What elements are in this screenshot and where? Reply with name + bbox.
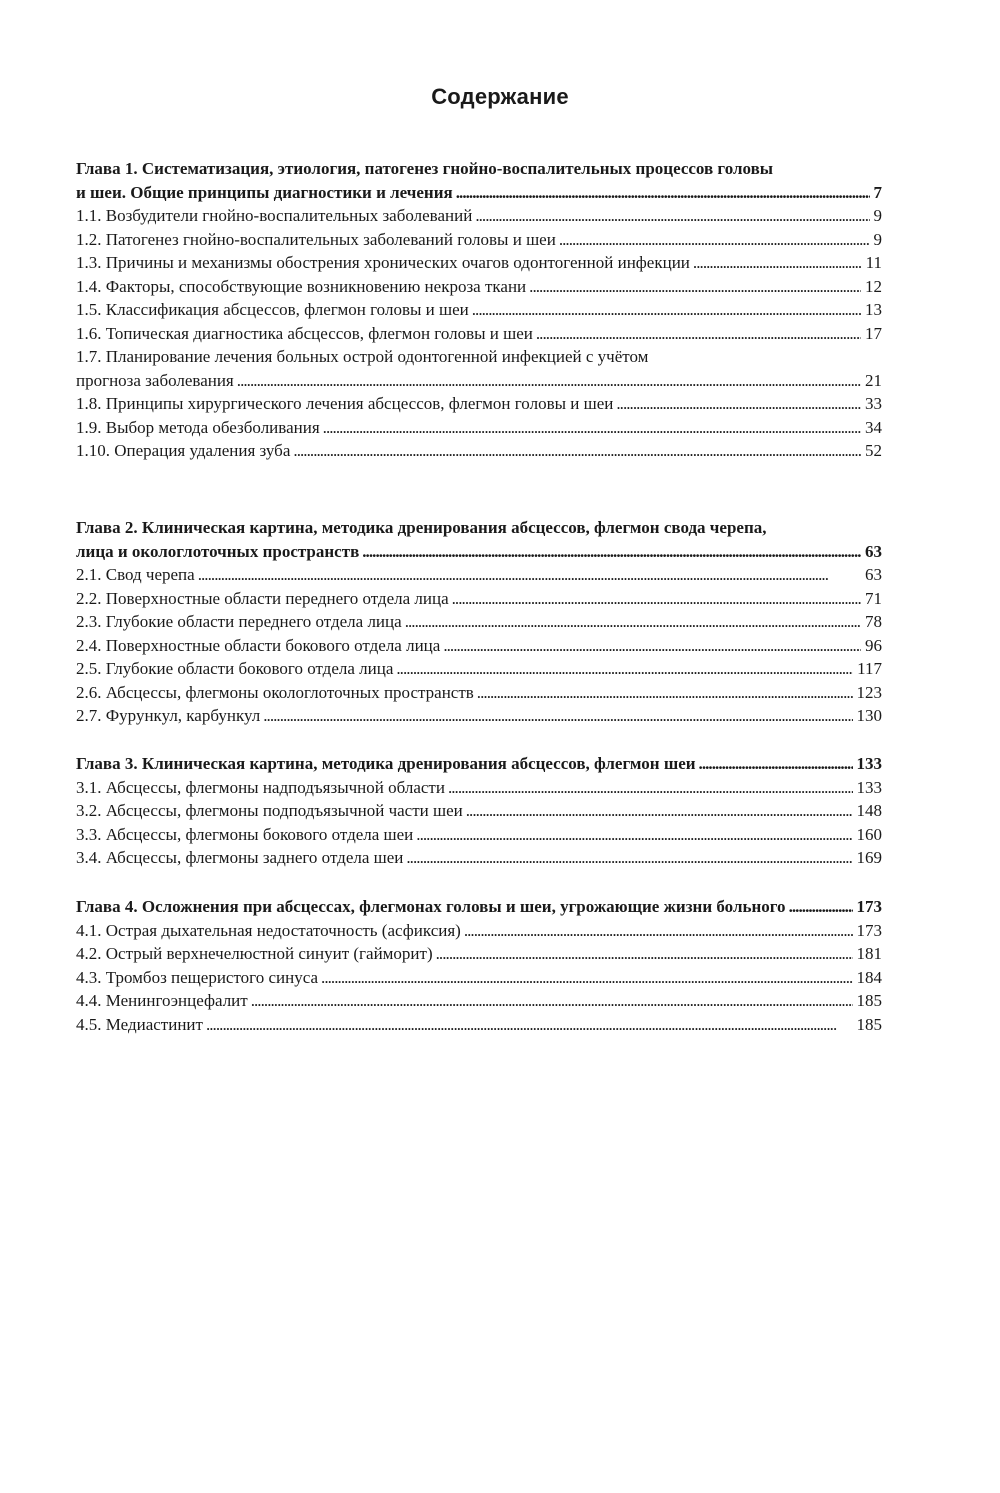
dot-leader [475, 204, 869, 228]
section-label: 4.1. Острая дыхательная недостаточность (асфиксия) [76, 920, 461, 940]
toc-section[interactable] [76, 563, 882, 587]
toc-section[interactable] [76, 942, 882, 966]
toc-section[interactable] [76, 251, 882, 275]
toc-section[interactable] [76, 345, 882, 392]
toc-section[interactable] [76, 1013, 882, 1037]
toc-section[interactable] [76, 392, 882, 416]
dot-leader [251, 989, 853, 1013]
dot-leader [452, 587, 861, 611]
page-number: 34 [865, 417, 882, 437]
section-label: 3.4. Абсцессы, флегмоны заднего отдела шеи [76, 848, 404, 867]
toc-section[interactable] [76, 846, 882, 870]
section-label: 2.2. Поверхностные области переднего отдела лица [76, 588, 449, 608]
page-number: 173 [856, 920, 882, 940]
section-label: 2.1. Свод черепа [76, 565, 195, 584]
toc-section[interactable] [76, 776, 882, 800]
dot-leader [323, 416, 861, 440]
page-number: 7 [873, 182, 882, 202]
page-number: 181 [856, 944, 882, 963]
dot-leader [616, 392, 861, 416]
section-label: 2.4. Поверхностные области бокового отдела лица [76, 635, 441, 655]
toc-chapter-2 [76, 516, 882, 728]
dot-leader [789, 895, 853, 919]
toc-section[interactable] [76, 298, 882, 322]
toc-section[interactable] [76, 989, 882, 1013]
toc-chapter-1 [76, 157, 882, 463]
page-title: Содержание [431, 84, 569, 109]
toc-section[interactable] [76, 322, 882, 346]
dot-leader [206, 1013, 853, 1037]
page-number: 185 [856, 1014, 882, 1034]
section-label: 4.4. Менингоэнцефалит [76, 991, 248, 1010]
section-label: 4.3. Тромбоз пещеристого синуса [76, 967, 319, 987]
dot-leader [477, 681, 853, 705]
page-number: 96 [865, 635, 882, 655]
toc-section[interactable] [76, 919, 882, 943]
toc-section[interactable] [76, 823, 882, 847]
dot-leader [416, 823, 852, 847]
dot-leader [693, 251, 862, 275]
page-number: 12 [865, 276, 882, 296]
dot-leader [237, 369, 861, 393]
section-label: 1.2. Патогенез гнойно-воспалительных заболеваний головы и шеи [76, 229, 556, 249]
chapter-title-line: Глава 1. Систематизация, этиология, патогенез гнойно-воспалительных процессов головы [76, 159, 774, 178]
dot-leader [448, 776, 853, 800]
section-label: 3.1. Абсцессы, флегмоны надподъязычной области [76, 777, 445, 797]
section-label: 2.3. Глубокие области переднего отдела лица [76, 612, 402, 631]
page-number: 11 [865, 253, 882, 272]
page-number: 63 [865, 541, 882, 561]
page-number: 117 [857, 659, 882, 678]
toc-section[interactable] [76, 966, 882, 990]
page-number: 169 [856, 848, 882, 867]
dot-leader [198, 563, 861, 587]
section-label: 1.6. Топическая диагностика абсцессов, флегмон головы и шеи [76, 323, 533, 343]
toc-section[interactable] [76, 704, 882, 728]
page-number: 133 [856, 754, 882, 773]
toc-section[interactable] [76, 228, 882, 252]
page-number: 133 [856, 777, 882, 797]
section-label: 3.2. Абсцессы, флегмоны подподъязычной части шеи [76, 801, 463, 820]
page-number: 63 [865, 565, 882, 584]
dot-leader [559, 228, 870, 252]
toc-section[interactable] [76, 416, 882, 440]
dot-leader [699, 752, 853, 776]
section-label: 1.4. Факторы, способствующие возникновению некроза ткани [76, 276, 527, 296]
page-number: 123 [856, 682, 882, 702]
dot-leader [529, 275, 861, 299]
dot-leader [362, 540, 861, 564]
dot-leader [405, 610, 861, 634]
dot-leader [396, 657, 853, 681]
chapter-title-line: Глава 2. Клиническая картина, методика дренирования абсцессов, флегмон свода черепа, [76, 518, 767, 537]
dot-leader [321, 966, 852, 990]
section-label: 1.3. Причины и механизмы обострения хронических очагов одонтогенной инфекции [76, 253, 690, 272]
dot-leader [466, 799, 853, 823]
toc-section[interactable] [76, 587, 882, 611]
dot-leader [436, 942, 853, 966]
page-number: 17 [865, 323, 882, 343]
toc-section[interactable] [76, 204, 882, 228]
section-label: 4.5. Медиастинит [76, 1014, 203, 1034]
toc-section[interactable] [76, 657, 882, 681]
page-number: 148 [856, 801, 882, 820]
page-number: 173 [856, 897, 882, 916]
page-number: 33 [865, 394, 882, 413]
page-number: 9 [873, 206, 882, 225]
dot-leader [536, 322, 861, 346]
toc-chapter-3 [76, 752, 882, 870]
page-number: 185 [856, 991, 882, 1010]
section-label: 2.6. Абсцессы, флегмоны окологлоточных пространств [76, 682, 474, 702]
toc-section[interactable] [76, 799, 882, 823]
section-label: 1.9. Выбор метода обезболивания [76, 417, 320, 437]
toc-section[interactable] [76, 275, 882, 299]
section-label: 1.1. Возбудители гнойно-воспалительных заболеваний [76, 206, 473, 225]
section-label: 1.10. Операция удаления зуба [76, 441, 291, 460]
page-number: 13 [865, 300, 882, 319]
dot-leader [263, 704, 852, 728]
chapter-heading[interactable] [76, 157, 882, 204]
section-label: 3.3. Абсцессы, флегмоны бокового отдела шеи [76, 824, 414, 844]
page-number: 184 [856, 967, 882, 987]
chapter-heading[interactable] [76, 752, 882, 776]
chapter-title-line: и шеи. Общие принципы диагностики и лечения [76, 182, 453, 202]
dot-leader [293, 439, 861, 463]
dot-leader [443, 634, 861, 658]
section-label: 1.5. Классификация абсцессов, флегмон головы и шеи [76, 300, 469, 319]
toc-section[interactable] [76, 634, 882, 658]
chapter-heading[interactable] [76, 895, 882, 919]
toc-section[interactable] [76, 610, 882, 634]
toc-section[interactable] [76, 439, 882, 463]
chapter-title-line: Глава 4. Осложнения при абсцессах, флегмонах головы и шеи, угрожающие жизни больного [76, 897, 786, 916]
page-number: 130 [856, 706, 882, 725]
section-label: 4.2. Острый верхнечелюстной синуит (гайморит) [76, 944, 433, 963]
chapter-title-line: Глава 3. Клиническая картина, методика дренирования абсцессов, флегмон шеи [76, 754, 696, 773]
toc-chapter-4 [76, 895, 882, 1036]
page-number: 21 [865, 370, 882, 390]
section-label: 2.5. Глубокие области бокового отдела лица [76, 659, 394, 678]
dot-leader [472, 298, 861, 322]
chapter-title-line: лица и окологлоточных пространств [76, 541, 360, 561]
page-number: 71 [865, 588, 882, 608]
dot-leader [406, 846, 852, 870]
dot-leader [456, 181, 870, 205]
toc-section[interactable] [76, 681, 882, 705]
page-number: 9 [873, 229, 882, 249]
section-label: прогноза заболевания [76, 370, 234, 390]
section-label: 2.7. Фурункул, карбункул [76, 706, 261, 725]
section-label-line: 1.7. Планирование лечения больных острой одонтогенной инфекцией с учётом [76, 347, 649, 366]
chapter-heading[interactable] [76, 516, 882, 563]
section-label: 1.8. Принципы хирургического лечения абсцессов, флегмон головы и шеи [76, 394, 614, 413]
page-number: 52 [865, 441, 882, 460]
page-number: 78 [865, 612, 882, 631]
dot-leader [464, 919, 853, 943]
page-number: 160 [856, 824, 882, 844]
